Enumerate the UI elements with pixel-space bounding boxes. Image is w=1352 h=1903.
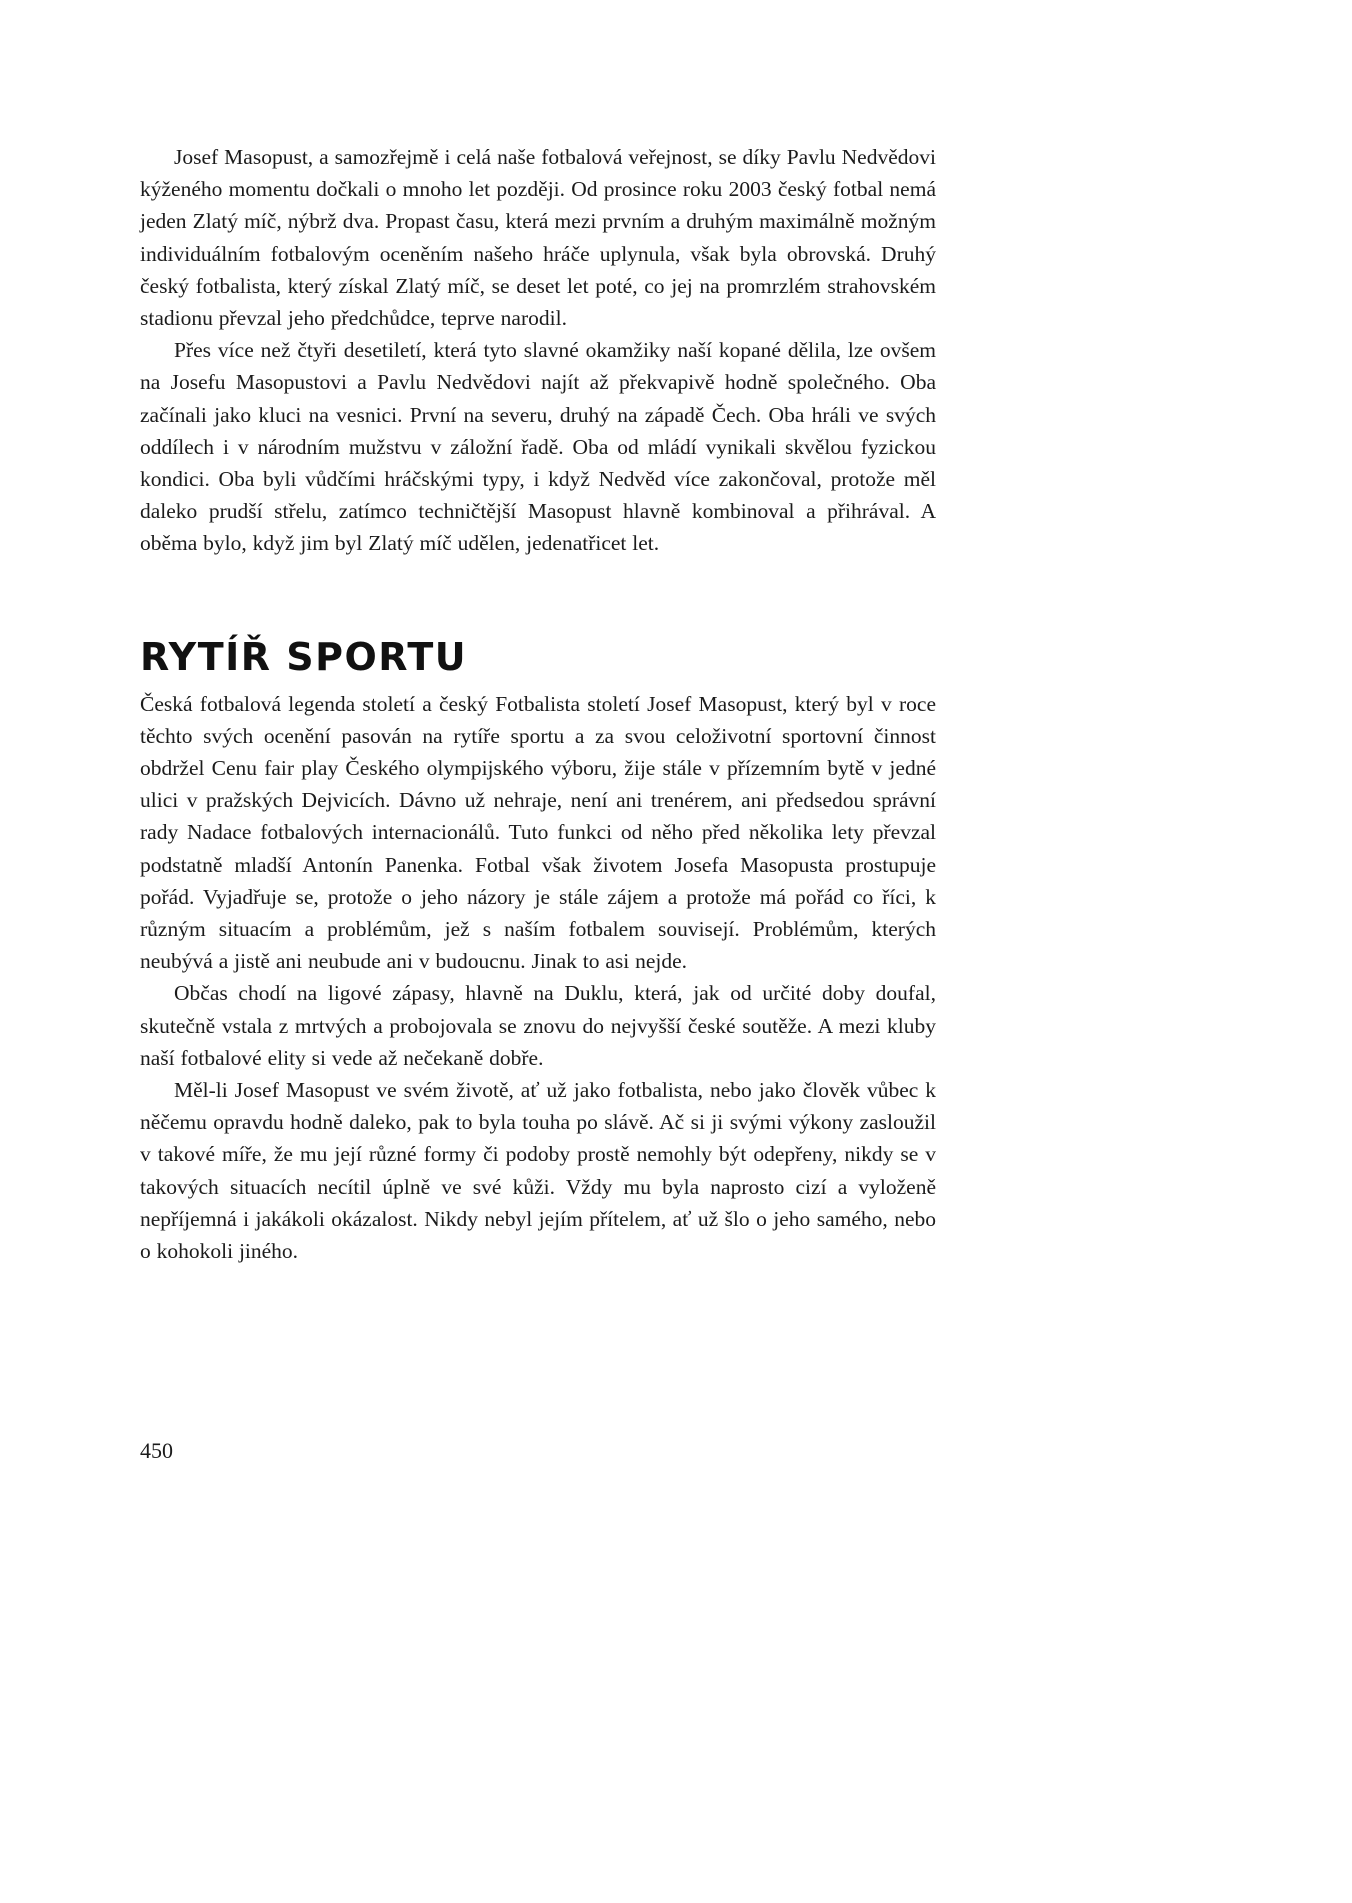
section-heading: RYTÍŘ SPORTU <box>140 634 468 679</box>
paragraph: Občas chodí na ligové zápasy, hlavně na Duklu, která, jak od určité doby doufal, skutečně vstala z mrtvých a probojovala se znovu do nejvyšší české soutěže. A mezi kluby naší fotbalové elity si vede až nečekaně dobře. <box>140 981 936 1070</box>
text-column <box>140 141 936 1267</box>
paragraph: Česká fotbalová legenda století a český Fotbalista století Josef Masopust, který byl v roce těchto svých ocenění pasován na rytíře sportu a za svou celoživotní sportovní činnost obdržel Cenu fair play Českého olympijského výboru, žije stále v přízemním bytě v jedné ulici v pražských Dejvicích. Dávno už nehraje, není ani trenérem, ani předsedou správní rady Nadace fotbalových internacionálů. Tuto funkci od něho před několika lety převzal podstatně mladší Antonín Panenka. Fotbal však životem Josefa Masopusta prostupuje pořád. Vyjadřuje se, protože o jeho názory je stále zájem a protože má pořád co říci, k různým situacím a problémům, jež s naším fotbalem souvisejí. Problémům, kterých neubývá a jistě ani neubude ani v budoucnu. Jinak to asi nejde. <box>140 691 936 974</box>
paragraph: Měl-li Josef Masopust ve svém životě, ať už jako fotbalista, nebo jako člověk vůbec k něčemu opravdu hodně daleko, pak to byla touha po slávě. Ač si ji svými výkony zasloužil v takové míře, že mu její různé formy či podoby prostě nemohly být odepřeny, nikdy se v takových situacích necítil úplně ve své kůži. Vždy mu byla naprosto cizí a vyloženě nepříjemná i jakákoli okázalost. Nikdy nebyl jejím přítelem, ať už šlo o jeho samého, nebo o kohokoli jiného. <box>140 1078 936 1264</box>
page-number: 450 <box>140 1438 173 1463</box>
paragraph: Josef Masopust, a samozřejmě i celá naše fotbalová veřejnost, se díky Pavlu Nedvědovi kýženého momentu dočkali o mnoho let později. Od prosince roku 2003 český fotbal nemá jeden Zlatý míč, nýbrž dva. Propast času, která mezi prvním a druhým maximálně možným individuálním fotbalovým oceněním našeho hráče uplynula, však byla obrovská. Druhý český fotbalista, který získal Zlatý míč, se deset let poté, co jej na promrzlém strahovském stadionu převzal jeho předchůdce, teprve narodil. <box>140 145 936 331</box>
paragraph: Přes více než čtyři desetiletí, která tyto slavné okamžiky naší kopané dělila, lze ovšem na Josefu Masopustovi a Pavlu Nedvědovi najít až překvapivě hodně společného. Oba začínali jako kluci na vesnici. První na severu, druhý na západě Čech. Oba hráli ve svých oddílech i v národním mužstvu v záložní řadě. Oba od mládí vynikali skvělou fyzickou kondici. Oba byli vůdčími hráčskými typy, i když Nedvěd více zakončoval, protože měl daleko prudší střelu, zatímco techničtější Masopust hlavně kombinoval a přihrával. A oběma bylo, když jim byl Zlatý míč udělen, jedenatřicet let. <box>140 338 936 556</box>
